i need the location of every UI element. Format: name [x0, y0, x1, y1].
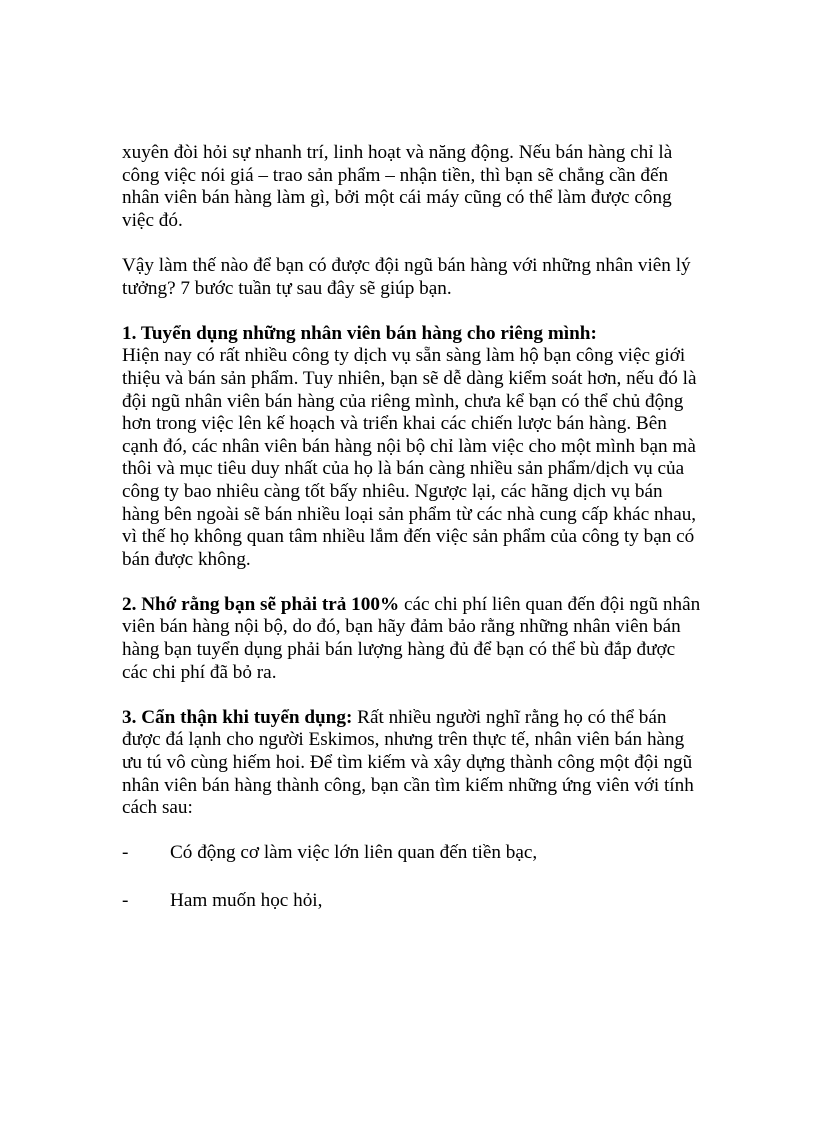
section-3 — [122, 707, 702, 820]
trait-list — [122, 842, 702, 912]
document-page — [122, 142, 702, 938]
list-bullet: - — [122, 890, 129, 911]
list-item — [122, 890, 702, 913]
section-2-body: các chi phí liên quan đến đội ngũ nhân viên bán hàng nội bộ, do đó, bạn hãy đảm bảo rằng những nhân viên bán hàng bạn tuyển dụng phải bán lượng hàng đủ để bạn có thể bù đắp được các chi phí đã bỏ ra. — [122, 593, 701, 683]
section-3-body: Rất nhiều người nghĩ rằng họ có thể bán được đá lạnh cho người Eskimos, nhưng trên thực tế, nhân viên bán hàng ưu tú vô cùng hiếm hoi. Để tìm kiếm và xây dựng thành công một đội ngũ nhân viên bán hàng thành công, bạn cần tìm kiếm những ứng viên với tính cách sau: — [122, 706, 694, 819]
paragraph-intro: xuyên đòi hỏi sự nhanh trí, linh hoạt và năng động. Nếu bán hàng chỉ là công việc nói giá – trao sản phẩm – nhận tiền, thì bạn sẽ chẳng cần đến nhân viên bán hàng làm gì, bởi một cái máy cũng có thể làm được công việc đó. — [122, 142, 673, 231]
paragraph-question: Vậy làm thế nào để bạn có được đội ngũ bán hàng với những nhân viên lý tưởng? 7 bước tuần tự sau đây sẽ giúp bạn. — [122, 254, 691, 299]
section-1-heading: 1. Tuyển dụng những nhân viên bán hàng cho riêng mình: — [122, 322, 597, 344]
section-3-heading: 3. Cẩn thận khi tuyển dụng: — [122, 706, 353, 728]
section-1-body: Hiện nay có rất nhiều công ty dịch vụ sẵn sàng làm hộ bạn công việc giới thiệu và bán sản phẩm. Tuy nhiên, bạn sẽ dễ dàng kiểm soát hơn, nếu đó là đội ngũ nhân viên bán hàng của riêng mình, chưa kể bạn có thể chủ động hơn trong việc lên kế hoạch và triển khai các chiến lược bán hàng. Bên cạnh đó, các nhân viên bán hàng nội bộ chỉ làm việc cho một mình bạn mà thôi và mục tiêu duy nhất của họ là bán càng nhiều sản phẩm/dịch vụ của công ty bao nhiêu càng tốt bấy nhiêu. Ngược lại, các hãng dịch vụ bán hàng bên ngoài sẽ bán nhiều loại sản phẩm từ các nhà cung cấp khác nhau, vì thế họ không quan tâm nhiều lắm đến việc sản phẩm của công ty bạn có bán được không. — [122, 345, 697, 570]
section-1 — [122, 323, 702, 572]
list-item — [122, 842, 702, 865]
section-2 — [122, 594, 702, 684]
list-bullet: - — [122, 842, 129, 864]
section-2-heading: 2. Nhớ rằng bạn sẽ phải trả 100% — [122, 593, 400, 615]
list-item-text: Có động cơ làm việc lớn liên quan đến tiền bạc, — [170, 842, 538, 864]
list-item-text: Ham muốn học hỏi, — [170, 890, 323, 911]
